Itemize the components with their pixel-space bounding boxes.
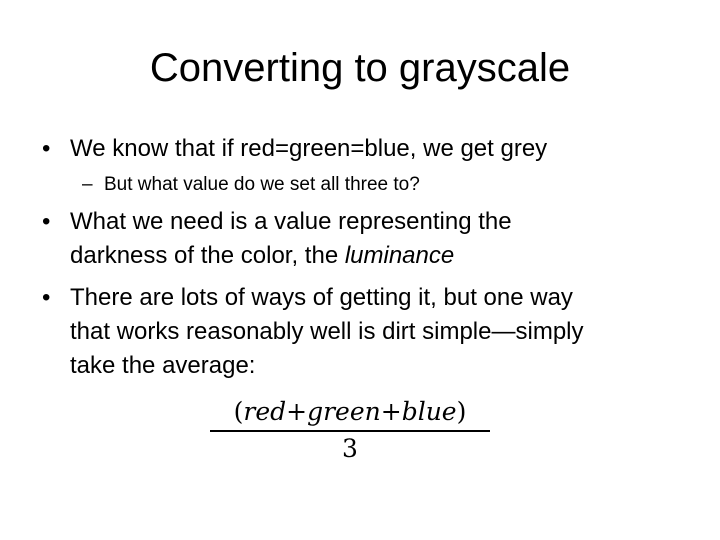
plus-sign: + — [380, 397, 402, 426]
bullet-1 — [42, 132, 662, 166]
slide-title: Converting to grayscale — [149, 46, 571, 90]
bullet-line: take the average: — [70, 352, 256, 379]
bullet-text: We know that if red=green=blue, we get grey — [70, 135, 548, 162]
bullet-line-text: darkness of the color, the — [70, 242, 345, 269]
bullet-3 — [42, 281, 682, 383]
bullet-text — [70, 281, 682, 383]
formula-denominator: 3 — [342, 434, 358, 463]
average-formula — [210, 394, 490, 466]
plus-sign: + — [286, 397, 308, 426]
sub-bullet-text: But what value do we set all three to? — [104, 174, 420, 195]
sub-bullet-marker: – — [82, 174, 93, 195]
bullet-text — [70, 205, 662, 273]
open-paren: ( — [233, 397, 244, 426]
sub-bullet-1 — [82, 171, 420, 199]
bullet-2 — [42, 205, 662, 273]
bullet-marker: • — [42, 208, 51, 235]
bullet-line: What we need is a value representing the — [70, 208, 512, 235]
term-red: red — [243, 397, 287, 426]
bullet-line: that works reasonably well is dirt simple—simply — [70, 318, 584, 345]
formula-numerator — [210, 394, 490, 430]
luminance-term: luminance — [344, 242, 455, 269]
term-green: green — [307, 397, 381, 426]
term-blue: blue — [401, 397, 457, 426]
bullet-line — [70, 239, 662, 273]
bullet-marker: • — [42, 284, 51, 311]
bullet-marker: • — [42, 135, 51, 162]
close-paren: ) — [456, 397, 467, 426]
bullet-line: There are lots of ways of getting it, but one way — [70, 284, 573, 311]
